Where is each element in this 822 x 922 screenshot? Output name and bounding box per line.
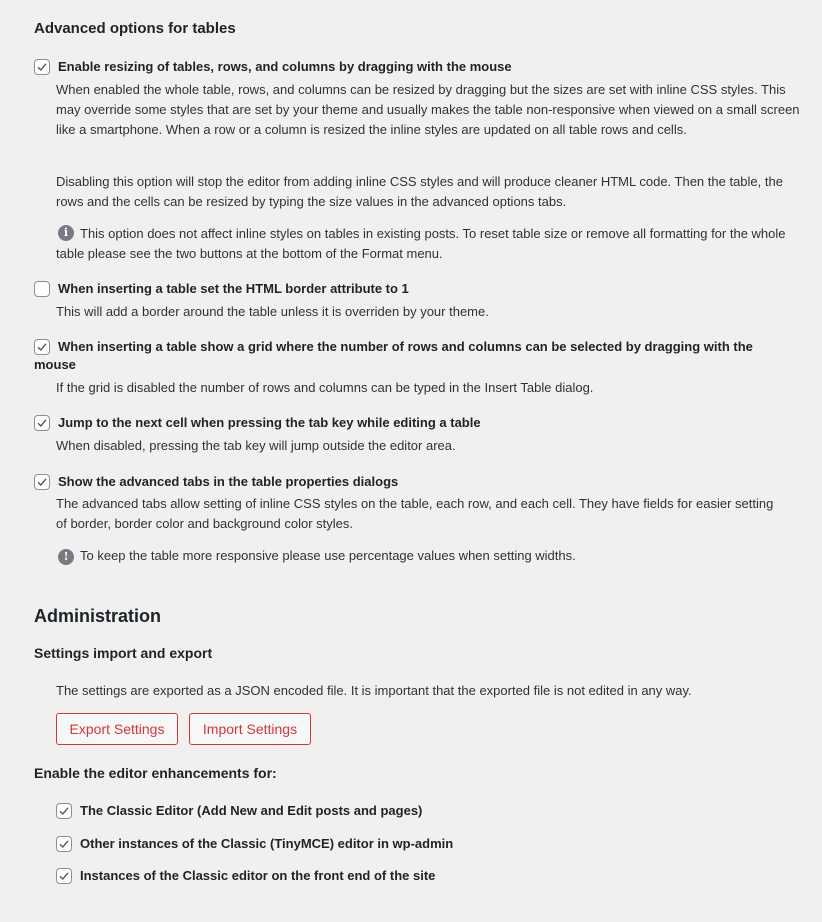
warning-icon: ! [58,549,74,565]
resize-option-description: When enabled the whole table, rows, and columns can be resized by dragging but the sizes are set with inline CSS styles. This may override some styles that are set by your theme and usually makes the table non-responsive when viewed on a small screen like a smartphone. When a row or a column is resized the inline styles are updated on all table rows and cells. [56,82,800,137]
grid-option-label-continued[interactable]: mouse [34,357,76,372]
border-option-label[interactable]: When inserting a table set the HTML border attribute to 1 [58,281,409,296]
import-export-heading: Settings import and export [34,645,213,661]
advanced-tabs-option-note: To keep the table more responsive please use percentage values when setting widths. [80,548,576,563]
resize-option-label[interactable]: Enable resizing of tables, rows, and columns by dragging with the mouse [58,59,512,74]
checkmark-icon [36,341,48,353]
checkmark-icon [36,417,48,429]
advanced-tabs-checkbox[interactable] [34,474,50,490]
checkmark-icon [36,476,48,488]
grid-option-description: If the grid is disabled the number of rows and columns can be typed in the Insert Table dialog. [56,380,594,395]
import-export-description: The settings are exported as a JSON encoded file. It is important that the exported file is not edited in any way. [56,683,692,698]
tinymce-wp-admin-checkbox[interactable] [56,836,72,852]
resize-option-description-2: Disabling this option will stop the editor from adding inline CSS styles and will produce cleaner HTML code. Then the table, the rows and the cells can be resized by typing the size values in the advanced options tabs. [56,174,783,209]
import-settings-button[interactable]: Import Settings [189,713,311,745]
grid-option-label[interactable]: When inserting a table show a grid where the number of rows and columns can be selected by dragging with the [58,339,753,354]
advanced-tabs-option-description: The advanced tabs allow setting of inline CSS styles on the table, each row, and each cell. They have fields for easier setting of border, border color and background color styles. [56,496,774,531]
section-heading-tables: Advanced options for tables [34,20,236,37]
checkmark-icon [58,870,70,882]
resize-checkbox[interactable] [34,59,50,75]
enable-enhancements-heading: Enable the editor enhancements for: [34,765,277,781]
grid-checkbox[interactable] [34,339,50,355]
tab-key-option-label[interactable]: Jump to the next cell when pressing the tab key while editing a table [58,415,481,430]
checkmark-icon [58,805,70,817]
border-checkbox[interactable] [34,281,50,297]
advanced-tabs-option-label[interactable]: Show the advanced tabs in the table properties dialogs [58,474,399,489]
border-option-description: This will add a border around the table unless it is overriden by your theme. [56,304,489,319]
classic-editor-label[interactable]: The Classic Editor (Add New and Edit posts and pages) [80,803,423,818]
tab-key-checkbox[interactable] [34,415,50,431]
administration-heading: Administration [34,606,162,626]
checkmark-icon [36,61,48,73]
checkmark-icon [58,838,70,850]
export-settings-button[interactable]: Export Settings [56,713,178,745]
resize-option-note: This option does not affect inline styles on tables in existing posts. To reset table size or remove all formatting for the whole table please see the two buttons at the bottom of the Format menu. [56,226,786,261]
front-end-editor-label[interactable]: Instances of the Classic editor on the front end of the site [80,868,436,883]
tinymce-wp-admin-label[interactable]: Other instances of the Classic (TinyMCE) editor in wp-admin [80,836,454,851]
info-icon: i [58,225,74,241]
tab-key-option-description: When disabled, pressing the tab key will jump outside the editor area. [56,438,456,453]
classic-editor-checkbox[interactable] [56,803,72,819]
front-end-editor-checkbox[interactable] [56,868,72,884]
